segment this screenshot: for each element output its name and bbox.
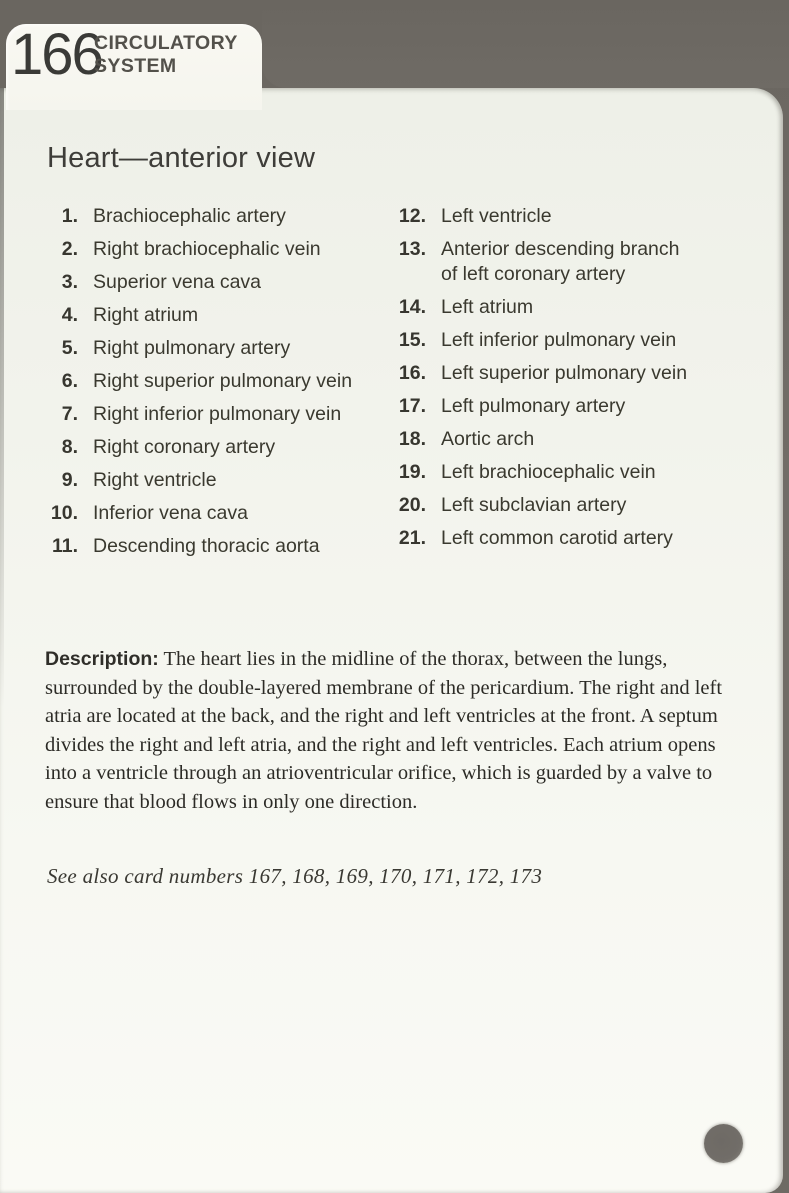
tab-notch [262, 0, 789, 88]
list-item-number: 14. [398, 296, 426, 318]
list-item [393, 394, 708, 419]
list-item-label: Brachiocephalic artery [93, 205, 286, 227]
list-item-label: Right inferior pulmonary vein [93, 403, 342, 425]
list-item [393, 427, 708, 452]
list-item-label: Left common carotid artery [441, 527, 673, 549]
list-item-label: Left atrium [441, 296, 534, 318]
list-item-number: 15. [398, 329, 426, 351]
list-item-label: Left subclavian artery [441, 494, 627, 516]
list-item-number: 8. [61, 436, 78, 458]
list-item-number: 7. [61, 403, 78, 425]
list-item [393, 295, 708, 320]
list-item-number: 16. [398, 362, 426, 384]
list-item-number: 4. [61, 304, 78, 326]
list-item [45, 336, 375, 361]
list-item-label: Right ventricle [93, 469, 217, 491]
list-item-label: Left superior pulmonary vein [441, 362, 688, 384]
list-item-number: 21. [398, 527, 426, 549]
list-item-number: 9. [61, 469, 78, 491]
list-item-label: Right atrium [93, 304, 199, 326]
list-item [45, 534, 375, 559]
list-item [393, 204, 708, 229]
list-item-label: Anterior descending branch of left coronary artery [441, 238, 680, 285]
list-item-number: 13. [398, 238, 426, 260]
list-item-label: Superior vena cava [93, 271, 262, 293]
structure-list-left-column [45, 204, 375, 567]
list-item-label: Left brachiocephalic vein [441, 461, 656, 483]
list-item-number: 5. [61, 337, 78, 359]
list-item [393, 460, 708, 485]
structure-list-right-column [393, 204, 708, 559]
list-item [45, 204, 375, 229]
list-item-label: Left pulmonary artery [441, 395, 626, 417]
list-item-label: Inferior vena cava [93, 502, 249, 524]
list-item-label: Right brachiocephalic vein [93, 238, 321, 260]
list-item-label: Right superior pulmonary vein [93, 370, 353, 392]
list-item-number: 10. [50, 502, 78, 524]
list-item [45, 501, 375, 526]
list-item-number: 12. [398, 205, 426, 227]
category-line-1: CIRCULATORY [94, 32, 238, 54]
list-item [45, 270, 375, 295]
category-line-2: SYSTEM [94, 54, 177, 77]
list-item [45, 369, 375, 394]
list-item-label: Right coronary artery [93, 436, 276, 458]
hole-punch-dot [704, 1124, 743, 1163]
list-item-number: 1. [61, 205, 78, 227]
see-also-line: See also card numbers 167, 168, 169, 170, 171, 172, 173 [47, 864, 543, 888]
list-item-number: 19. [398, 461, 426, 483]
list-item [45, 468, 375, 493]
list-item-number: 3. [61, 271, 78, 293]
list-item [393, 328, 708, 353]
list-item-number: 6. [61, 370, 78, 392]
list-item [393, 526, 708, 551]
list-item-label: Left ventricle [441, 205, 552, 227]
list-item-label: Aortic arch [441, 428, 535, 450]
list-item-number: 17. [398, 395, 426, 417]
list-item [393, 237, 708, 287]
list-item [45, 435, 375, 460]
list-item [393, 493, 708, 518]
page-title: Heart—anterior view [47, 142, 316, 174]
list-item-label: Descending thoracic aorta [93, 535, 320, 557]
list-item [393, 361, 708, 386]
description-text: The heart lies in the midline of the thorax, between the lungs, surrounded by the double-layered membrane of the pericardium. The right and left atria are located at the back, and the right and left ventricles at the front. A septum divides the right and left atria, and the right and left ventricles. Each atrium opens into a ventricle through an atrioventricular orifice, which is guarded by a valve to ensure that blood flows in only one direction. [45, 648, 723, 813]
list-item-number: 2. [61, 238, 78, 260]
card-number: 166 [11, 22, 102, 87]
description-label: Description: [45, 648, 159, 670]
list-item-number: 11. [51, 535, 78, 557]
card-left-edge-shadow [0, 88, 4, 708]
list-item [45, 303, 375, 328]
description-paragraph [45, 645, 747, 816]
list-item-number: 20. [398, 494, 426, 516]
list-item-label: Right pulmonary artery [93, 337, 291, 359]
list-item [45, 237, 375, 262]
list-item-number: 18. [398, 428, 426, 450]
category-label [94, 32, 238, 77]
list-item [45, 402, 375, 427]
list-item-label: Left inferior pulmonary vein [441, 329, 677, 351]
